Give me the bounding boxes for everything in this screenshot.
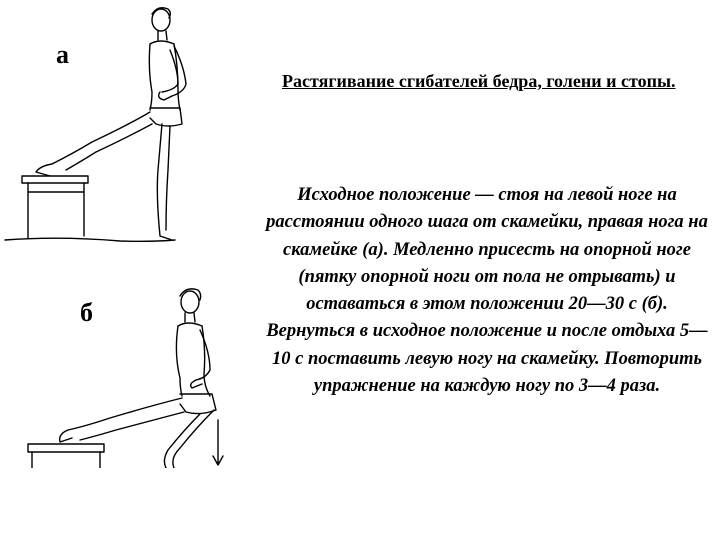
floor-line-a <box>5 238 175 241</box>
figure-label-a: а <box>56 40 69 69</box>
bench-b <box>28 444 104 468</box>
illustration-standing-leg-on-bench <box>0 0 240 250</box>
person-b <box>60 289 216 468</box>
illustration-squat-leg-on-bench <box>20 278 250 468</box>
figure-label-b: б <box>80 298 93 327</box>
exercise-title: Растягивание сгибателей бедра, голени и стопы. <box>282 71 676 91</box>
down-arrow-icon <box>213 420 223 465</box>
person-a <box>36 8 186 240</box>
bench-a <box>22 176 88 238</box>
exercise-description: Исходное положение — стоя на левой ноге на расстоянии одного шага от скамейки, правая нога на скамейке (а). Медленно присесть на опорной ноге (пятку опорной ноги от пола не отрывать) и оставаться в этом положении 20—30 с (б). Вернуться в исходное положение и после отдыха 5—10 с поставить левую ногу на скамейку. Повторить упражнение на каждую ногу по 3—4 раза. <box>266 185 708 397</box>
